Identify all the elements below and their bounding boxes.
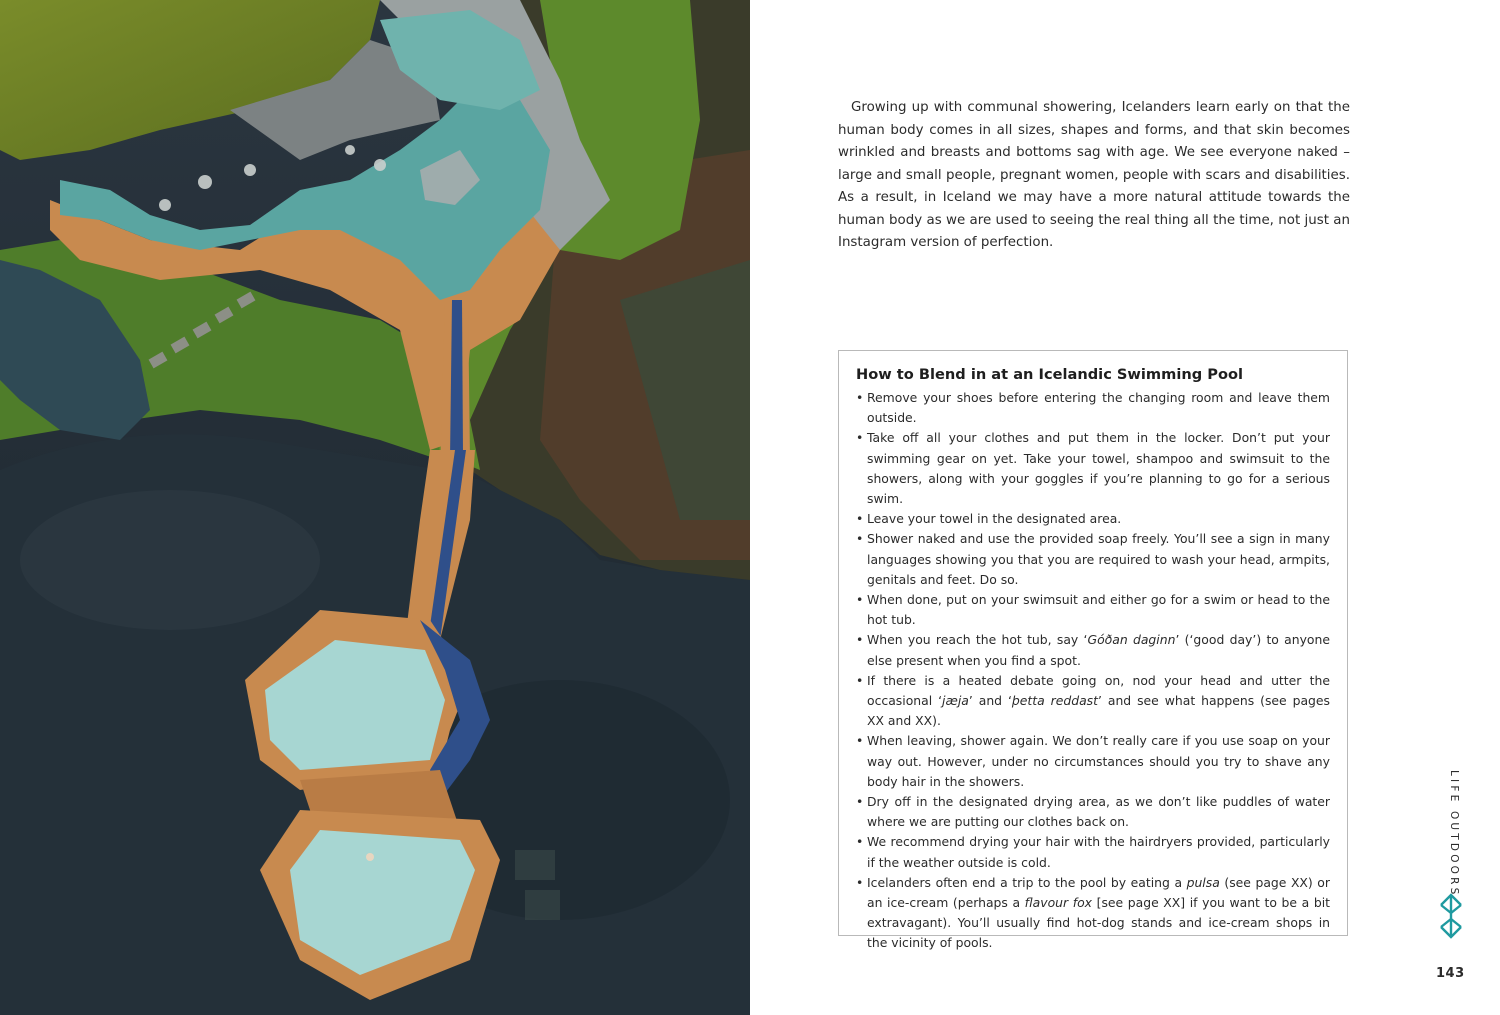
tip-text: (see page XX) or an ice-cream (perhaps a: [867, 874, 1330, 911]
bullet-marker: •: [856, 390, 864, 405]
section-label: LIFE OUTDOORS: [1448, 770, 1460, 898]
tip-italic-text: jæja: [942, 693, 969, 709]
tip-item: [856, 590, 1330, 630]
tip-text: Take off all your clothes and put them in the locker. Don’t put your swimming gear on yet. Take your towel, shampoo and swimsuit to the showers, along with your goggles if you’re planning to go for a serious swim.: [867, 430, 1330, 507]
tip-item: [856, 792, 1330, 832]
tips-box-title: How to Blend in at an Icelandic Swimming Pool: [856, 366, 1243, 383]
intro-paragraph: Growing up with communal showering, Icelanders learn early on that the human body comes in all sizes, shapes and forms, and that skin becomes wrinkled and breasts and bottoms sag with age. We see everyone naked – large and small people, pregnant women, people with scars and disabilities. As a result, in Iceland we may have a more natural attitude towards the human body as we are used to seeing the real thing all the time, not just an Instagram version of perfection.: [838, 100, 1350, 250]
tip-text: Dry off in the designated drying area, as we don’t like puddles of water where we are putting our clothes back on.: [867, 794, 1330, 830]
tip-text: When you reach the hot tub, say ‘: [867, 632, 1088, 648]
tip-item: [856, 529, 1330, 590]
tips-box: [838, 350, 1348, 951]
tip-item: [856, 428, 1330, 509]
bullet-marker: •: [856, 531, 864, 547]
rune-icon: [1437, 893, 1465, 939]
bullet-marker: •: [856, 874, 864, 890]
tip-text: ’ and see what happens (see pages XX and XX).: [867, 693, 1331, 729]
tip-item: [856, 832, 1330, 872]
bullet-marker: •: [856, 672, 864, 688]
tip-item: [856, 873, 1330, 954]
tip-item: [856, 388, 1330, 428]
tip-text: When leaving, shower again. We don’t really care if you use soap on your way out. However, under no circumstances should you try to shave any body hair in the showers.: [867, 733, 1330, 789]
bullet-marker: •: [856, 632, 864, 648]
tip-italic-text: pulsa: [1186, 874, 1220, 890]
tip-text: We recommend drying your hair with the hairdryers provided, particularly if the weather outside is cold.: [867, 834, 1330, 870]
tip-text: Shower naked and use the provided soap freely. You’ll see a sign in many languages showing you that you are required to wash your head, armpits, genitals and feet. Do so.: [867, 531, 1330, 587]
bullet-marker: •: [856, 430, 864, 446]
bullet-marker: •: [856, 834, 864, 850]
tip-text: ’ and ‘: [968, 693, 1012, 709]
tip-text: ’ (‘good day’) to anyone else present when you find a spot.: [867, 632, 1330, 668]
tip-item: [856, 630, 1330, 670]
bullet-marker: •: [856, 733, 864, 749]
tip-item: [856, 671, 1330, 732]
tip-italic-text: þetta reddast: [1011, 693, 1098, 709]
bullet-marker: •: [856, 794, 864, 810]
tip-italic-text: flavour fox: [1024, 895, 1093, 911]
tip-item: [856, 731, 1330, 792]
tip-text: Leave your towel in the designated area.: [867, 511, 1122, 527]
bullet-marker: •: [856, 511, 864, 527]
tip-text: When done, put on your swimsuit and either go for a swim or head to the hot tub.: [867, 592, 1330, 628]
tip-italic-text: Góðan daginn: [1087, 632, 1176, 648]
tip-text: Remove your shoes before entering the changing room and leave them outside.: [867, 390, 1330, 426]
page-number: 143: [1436, 966, 1465, 981]
bullet-marker: •: [856, 592, 864, 608]
tip-text: Icelanders often end a trip to the pool by eating a: [867, 874, 1187, 890]
tip-text: If there is a heated debate going on, nod your head and utter the occasional ‘: [867, 672, 1330, 709]
tips-list: [856, 388, 1330, 954]
tip-text: [see page XX] if you want to be a bit extravagant). You’ll usually find hot-dog stands and ice-cream shops in the vicinity of pools.: [867, 895, 1330, 951]
tip-item: [856, 509, 1330, 529]
